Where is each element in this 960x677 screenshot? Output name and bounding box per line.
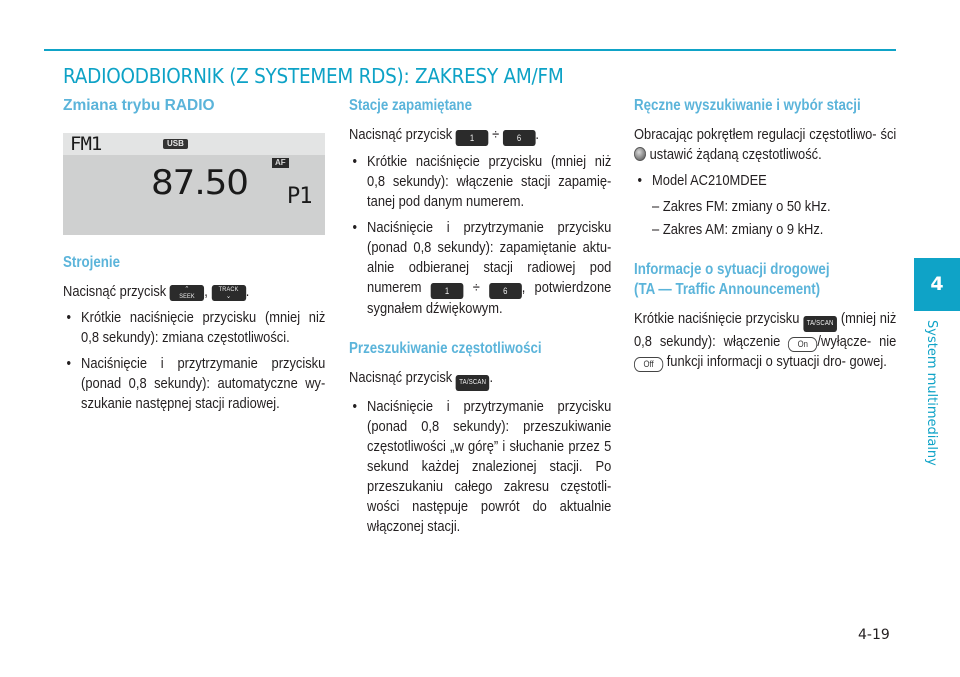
heading-scan: Przeszukiwanie częstotliwości [349,340,542,357]
tuning-knob-icon [634,147,646,161]
heading-radio-mode: Zmiana trybu RADIO [63,97,215,114]
page-title: RADIOODBIORNIK (Z SYSTEMEM RDS): ZAKRESY AM/FM [63,64,564,88]
manual-intro [634,125,896,165]
presets-range-sep: ÷ [488,126,503,143]
tuning-intro-sep: , [204,283,212,300]
column-3 [634,96,896,378]
scan-intro [349,368,611,391]
tuning-intro-post: . [245,283,250,300]
display-preset: P1 [287,184,312,209]
tuning-bullet-1: • Krótkie naciśnięcie przycisku (mniej niż 0,8 sekundy): zmiana częstotliwości. [63,308,325,348]
off-key-icon: Off [634,357,663,372]
preset-1-key-icon: 1 [456,130,489,146]
ta-pre: Krótkie naciśnięcie przycisku [634,310,804,327]
preset-1-key-icon-2: 1 [431,283,464,299]
ta-mid-2: /wyłącze- nie [817,333,897,350]
heading-ta-2: (TA — Traffic Announcement) [634,281,821,298]
scan-intro-post: . [489,369,494,386]
ta-post: funkcji informacji o sytuacji dro- gowej. [663,353,887,370]
ta-mid-1: (mniej niż 0,8 sekundy): włączenie [634,310,897,350]
ta-scan-key-icon-2: TA/SCAN [803,316,837,332]
preset-6-key-icon: 6 [503,130,536,146]
scan-bullet-1: • Naciśnięcie i przytrzymanie przycisku (ponad 0,8 sekundy): przeszukiwanie częstotliwości „w górę” i słuchanie przez 5 sekund każdej znalezionej stacji. Po przeszukaniu całego zakresu częstotli- wości następuje powrót do aktualnie włączonej stacji. [349,397,611,537]
ta-paragraph [634,309,896,372]
column-1-text [63,253,325,414]
manual-intro-pre: Obracając pokrętłem regulacji częstotliwo- ści [634,126,897,143]
chapter-title: System multimedialny [924,320,939,466]
range-step-am: – Zakres AM: zmiany o 9 kHz. [652,221,824,238]
display-band: FM1 [70,133,102,155]
column-2-text [349,96,611,537]
display-usb-badge: USB [163,139,188,149]
scan-intro-pre: Nacisnąć przycisk [349,369,456,386]
presets-intro-pre: Nacisnąć przycisk [349,126,456,143]
top-rule [44,49,896,51]
column-2 [349,96,611,543]
model-bullets [634,171,896,191]
presets-bullet-2-post: , potwierdzone sygnałem dźwiękowym. [367,279,612,317]
model-bullet: • Model AC210MDEE [634,171,896,191]
display-af-badge: AF [272,158,289,168]
heading-ta-1: Informacje o sytuacji drogowej [634,261,830,278]
tuning-bullet-2: • Naciśnięcie i przytrzymanie przycisku (ponad 0,8 sekundy): automatyczne wy- szukanie następnej stacji radiowej. [63,354,325,414]
scan-bullets [349,397,611,537]
manual-intro-post: ustawić żądaną częstotliwość. [646,146,822,163]
seek-key-icon: ⌃ SEEK [170,285,204,301]
presets-intro-post: . [535,126,540,143]
display-frequency: 87.50 [151,163,248,203]
tuning-intro-pre: Nacisnąć przycisk [63,283,170,300]
presets-bullet-1: • Krótkie naciśnięcie przycisku (mniej niż 0,8 sekundy): włączenie stacji zapamię- tanej pod danym numerem. [349,152,611,212]
seek-key-label: SEEK [179,293,195,300]
heading-manual-search: Ręczne wyszukiwanie i wybór stacji [634,97,861,114]
tuning-bullets [63,308,325,414]
track-key-icon: TRACK ⌄ [211,285,245,301]
presets-range-sep-2: ÷ [463,279,490,296]
tuning-intro [63,282,325,302]
on-key-icon: On [788,337,817,352]
range-step-fm: – Zakres FM: zmiany o 50 kHz. [652,198,831,215]
page-number: 4-19 [858,627,890,643]
display-top-bar [63,133,325,155]
range-steps [634,197,896,240]
presets-bullet-2-pre: Naciśnięcie i przytrzymanie przycisku (ponad 0,8 sekundy): zapamiętanie aktu- alnie odbieranej stacji radiowej pod numerem [367,219,612,296]
ta-scan-key-icon: TA/SCAN [456,375,490,391]
heading-presets: Stacje zapamiętane [349,97,472,114]
heading-tuning: Strojenie [63,254,121,271]
column-1 [63,96,325,420]
chapter-tab: 4 [914,258,960,311]
radio-display-image [63,133,325,235]
track-key-label: TRACK [218,286,239,293]
preset-6-key-icon-2: 6 [489,283,522,299]
presets-bullet-2 [349,218,611,319]
presets-intro [349,125,611,146]
column-3-text [634,96,896,372]
presets-bullets [349,152,611,319]
